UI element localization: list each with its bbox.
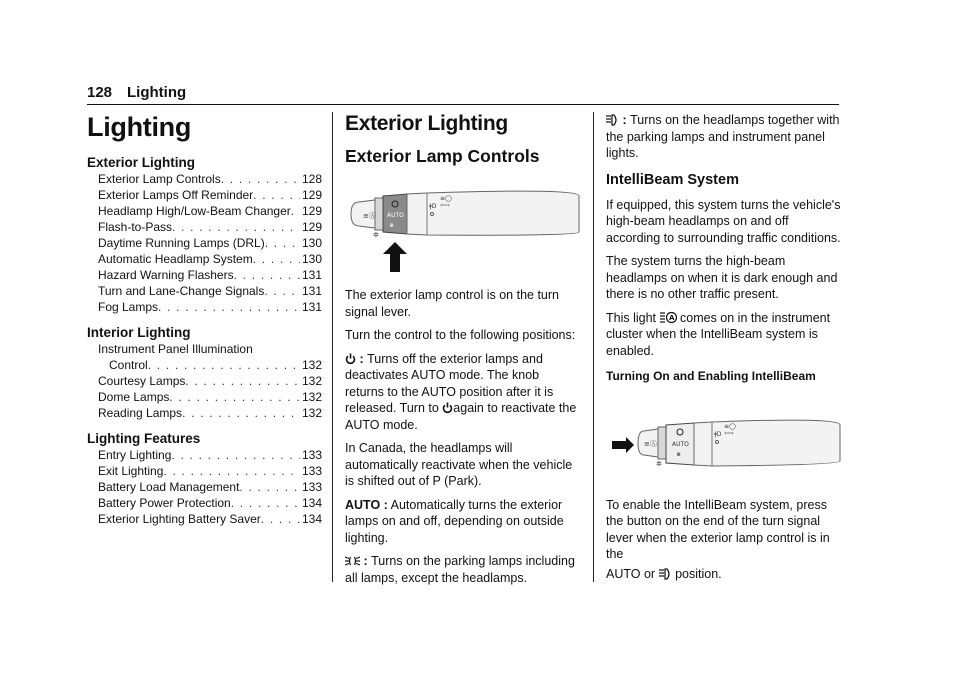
svg-text:ǂD: ǂD xyxy=(714,430,722,438)
toc-item[interactable]: Fog Lamps . . . 131 xyxy=(87,299,322,315)
svg-text:A: A xyxy=(668,313,674,322)
paragraph: The system turns the high-beam headlamps on when it is dark enough and there is no other traffic present. xyxy=(606,254,838,301)
turn-signal-lever-illustration xyxy=(345,174,580,279)
column-divider xyxy=(332,112,333,582)
toc-group-heading: Lighting Features xyxy=(87,431,201,446)
headlamp-icon xyxy=(606,114,619,126)
procedure-heading: Turning On and Enabling IntelliBeam xyxy=(606,369,816,383)
toc-item[interactable]: Automatic Headlamp System . . . 130 xyxy=(87,251,322,267)
power-off-icon xyxy=(442,402,453,414)
paragraph: AUTO or position. xyxy=(606,566,722,581)
toc-item[interactable]: Hazard Warning Flashers . . . 131 xyxy=(87,267,322,283)
toc-item[interactable]: Entry Lighting . . . 133 xyxy=(87,447,322,463)
toc-item[interactable]: Exterior Lighting Battery Saver . . . 134 xyxy=(87,511,322,527)
toc-item[interactable]: Daytime Running Lamps (DRL) . . . 130 xyxy=(87,235,322,251)
intellibeam-indicator-icon xyxy=(660,311,677,324)
toc-list xyxy=(87,447,322,527)
paragraph: If equipped, this system turns the vehicle's high-beam headlamps on and off according to surrounding traffic conditions. xyxy=(606,197,841,245)
svg-text:≡◯: ≡◯ xyxy=(440,195,452,202)
svg-text:⇦⇨: ⇦⇨ xyxy=(724,429,735,437)
section-heading: Exterior Lighting xyxy=(345,112,508,135)
toc-list xyxy=(87,341,322,421)
toc-group-heading: Exterior Lighting xyxy=(87,155,195,170)
lever-auto-label: AUTO xyxy=(387,212,404,219)
power-off-icon xyxy=(345,353,356,365)
lever-auto-label: AUTO xyxy=(672,440,689,448)
toc-group-heading: Interior Lighting xyxy=(87,325,191,340)
paragraph: The exterior lamp control is on the turn signal lever. xyxy=(345,288,559,319)
paragraph: This light A comes on in the instrument cluster when the IntelliBeam system is enabled. xyxy=(606,310,831,358)
svg-text:✲: ✲ xyxy=(373,231,379,239)
parking-lamp-icon xyxy=(345,555,360,567)
svg-text:⋇: ⋇ xyxy=(676,450,682,458)
toc-item-continued[interactable]: Control . . . 132 xyxy=(87,357,322,373)
toc-item[interactable]: Instrument Panel Illumination xyxy=(98,342,253,356)
svg-text:ǂD: ǂD xyxy=(429,203,437,210)
svg-text:≡Ⓐ: ≡Ⓐ xyxy=(644,439,657,448)
paragraph: To enable the IntelliBeam system, press the button on the end of the turn signal lever when the exterior lamp control is in the xyxy=(606,497,830,561)
section-title: Lighting xyxy=(127,84,187,101)
toc-item[interactable]: Headlamp High/Low-Beam Changer . . . 129 xyxy=(87,203,322,219)
right-column xyxy=(606,112,841,582)
toc-item[interactable]: Exit Lighting . . . 133 xyxy=(87,463,322,479)
svg-text:≡Ⓐ: ≡Ⓐ xyxy=(363,212,376,220)
toc-item[interactable]: Turn and Lane-Change Signals . . . 131 xyxy=(87,283,322,299)
paragraph: : Turns on the parking lamps including all lamps, except the headlamps. xyxy=(345,554,575,585)
toc-item[interactable]: Battery Load Management . . . 133 xyxy=(87,479,322,495)
toc-item[interactable]: Battery Power Protection . . . 134 xyxy=(87,495,322,511)
page-header xyxy=(87,84,839,105)
toc-item[interactable]: Courtesy Lamps . . . 132 xyxy=(87,373,322,389)
toc-item[interactable]: Flash-to-Pass . . . 129 xyxy=(87,219,322,235)
toc-title: Lighting xyxy=(87,112,192,142)
svg-text:✲: ✲ xyxy=(656,459,662,468)
intellibeam-lever-illustration xyxy=(606,385,841,497)
toc-item[interactable]: Exterior Lamp Controls . . . 128 xyxy=(87,171,322,187)
column-divider xyxy=(593,112,594,582)
toc-column xyxy=(87,112,322,527)
subsection-heading: IntelliBeam System xyxy=(606,171,739,188)
svg-text:⇦⇨: ⇦⇨ xyxy=(440,202,451,209)
toc-list xyxy=(87,171,322,315)
middle-column xyxy=(345,112,580,586)
toc-item[interactable]: Reading Lamps . . . 132 xyxy=(87,405,322,421)
subsection-heading: Exterior Lamp Controls xyxy=(345,146,540,166)
paragraph: : Turns on the headlamps together with the parking lamps and instrument panel lights. xyxy=(606,113,840,160)
headlamp-icon xyxy=(659,568,672,580)
toc-item[interactable]: Exterior Lamps Off Reminder . . . 129 xyxy=(87,187,322,203)
paragraph: : Turns off the exterior lamps and deactivates AUTO mode. The knob returns to the AUTO position after it is released. Turn to again to reactivate the AUTO mode. xyxy=(345,351,577,432)
svg-text:≡◯: ≡◯ xyxy=(724,422,736,430)
paragraph: AUTO : Automatically turns the exterior lamps on and off, depending on outside lighting. xyxy=(345,497,564,545)
paragraph: In Canada, the headlamps will automatically reactivate when the vehicle is shifted out of P (Park). xyxy=(345,441,573,488)
paragraph: Turn the control to the following positions: xyxy=(345,328,576,342)
svg-text:⋇: ⋇ xyxy=(389,222,395,229)
toc-item[interactable]: Dome Lamps . . . 132 xyxy=(87,389,322,405)
page-number: 128 xyxy=(87,84,113,101)
